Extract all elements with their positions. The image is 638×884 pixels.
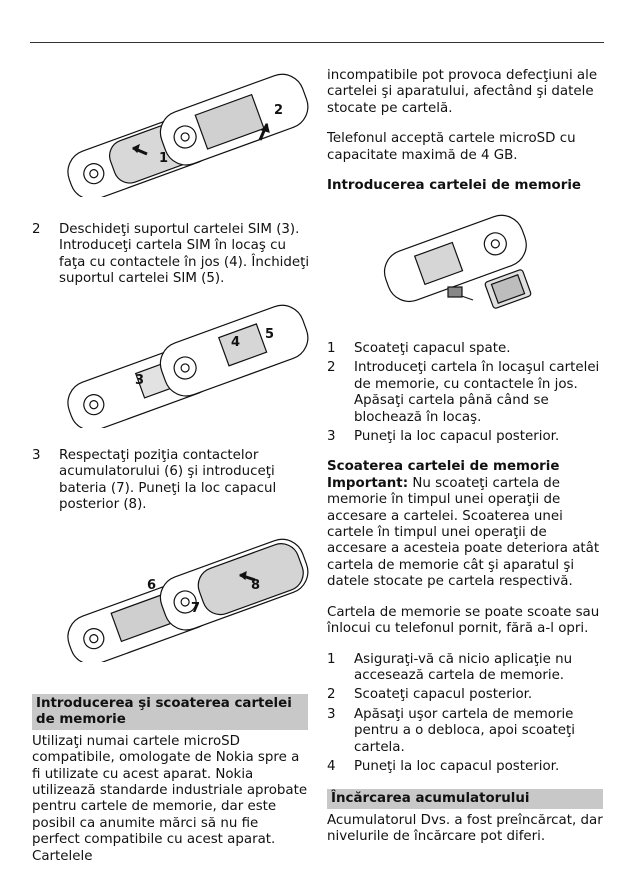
step-number: 3: [32, 448, 41, 463]
step-text: Asiguraţi-vă că nicio aplicaţie nu accesează cartela de memorie.: [354, 651, 573, 683]
important-text: Nu scoateţi cartela de memorie în timpul unei operaţii de accesare a cartelei. Scoaterea unei cartele în timpul unei operaţii de accesare a acesteia poate deteriora atât cartela de memorie cât şi aparatul şi datele stocate pe cartela respectivă.: [327, 475, 600, 590]
remove-step-2: [327, 687, 603, 703]
section-title-charging: Încărcarea acumulatorului: [327, 789, 603, 808]
illustration-battery: [55, 527, 310, 662]
step-number: 3: [327, 706, 336, 722]
remove-step-1: [327, 652, 603, 685]
step-text: Respectaţi poziţia contactelor acumulatorului (6) şi introduceţi bateria (7). Puneţi la loc capacul posterior (8).: [59, 448, 277, 513]
step-number: 2: [32, 222, 41, 237]
paragraph-charging: Acumulatorul Dvs. a fost preîncărcat, dar nivelurile de încărcare pot diferi.: [327, 812, 603, 845]
remove-step-4: [327, 759, 603, 775]
callout-6: 6: [147, 578, 157, 593]
heading-insert-card: Introducerea cartelei de memorie: [327, 178, 582, 194]
step-text: Apăsaţi uşor cartela de memorie pentru a o debloca, apoi scoateţi cartela.: [354, 706, 575, 755]
step-text: Scoateţi capacul spate.: [354, 341, 511, 356]
remove-step-3: [327, 707, 603, 756]
step-text: Scoateţi capacul posterior.: [354, 687, 533, 703]
illustration-remove-cover: [55, 62, 310, 197]
callout-7: 7: [191, 601, 201, 616]
paragraph-remove-note: Cartela de memorie se poate scoate sau înlocui cu telefonul pornit, fără a-l opri.: [327, 604, 600, 637]
important-label: Important:: [327, 475, 409, 491]
insert-step-2: [327, 360, 603, 426]
illustration-memory-card: [378, 205, 548, 315]
section-title-memory-card: Introducerea şi scoaterea cartelei de memorie: [32, 694, 308, 730]
step-number: 2: [327, 687, 336, 703]
callout-4: 4: [231, 335, 241, 350]
section-body: Utilizaţi numai cartele microSD compatibile, omologate de Nokia spre a fi utilizate cu acest aparat. Nokia utilizează standarde industriale aprobate pentru cartele de memorie, dar este posibil ca anumite mărci să nu fie perfect compatibile cu acest aparat. Cartelele: [32, 733, 308, 864]
step-number: 1: [327, 341, 336, 356]
paragraph-capacity: Telefonul acceptă cartele microSD cu capacitate maximă de 4 GB.: [327, 131, 576, 163]
paragraph-incompatible: incompatibile pot provoca defecţiuni ale cartelei şi aparatului, afectând şi datele stocate pe cartelă.: [327, 68, 598, 116]
left-step-2: [32, 222, 310, 288]
insert-step-1: [327, 341, 603, 357]
step-text: Puneţi la loc capacul posterior.: [354, 758, 560, 774]
callout-8: 8: [251, 578, 261, 593]
callout-3: 3: [135, 373, 145, 388]
step-number: 2: [327, 360, 336, 376]
step-number: 1: [327, 651, 336, 667]
header-rule: [30, 42, 604, 43]
illustration-sim-card: [55, 298, 310, 428]
step-text: Deschideţi suportul cartelei SIM (3). Introduceţi cartela SIM în locaş cu faţa cu contactele în jos (4). Închideţi suportul cartelei SIM (5).: [59, 222, 310, 287]
step-text: Introduceţi cartela în locaşul cartelei de memorie, cu contactele în jos. Apăsaţi cartela până când se blochează în locaş.: [354, 360, 600, 425]
step-number: 4: [327, 758, 336, 774]
step-number: 3: [327, 429, 336, 445]
left-step-3: [32, 448, 310, 514]
callout-5: 5: [265, 327, 275, 342]
callout-2: 2: [274, 103, 284, 118]
important-notice: [327, 476, 603, 591]
heading-remove-card: Scoaterea cartelei de memorie: [327, 459, 560, 475]
callout-1: 1: [159, 151, 169, 166]
step-text: Puneţi la loc capacul posterior.: [354, 429, 560, 445]
insert-step-3: [327, 429, 603, 445]
